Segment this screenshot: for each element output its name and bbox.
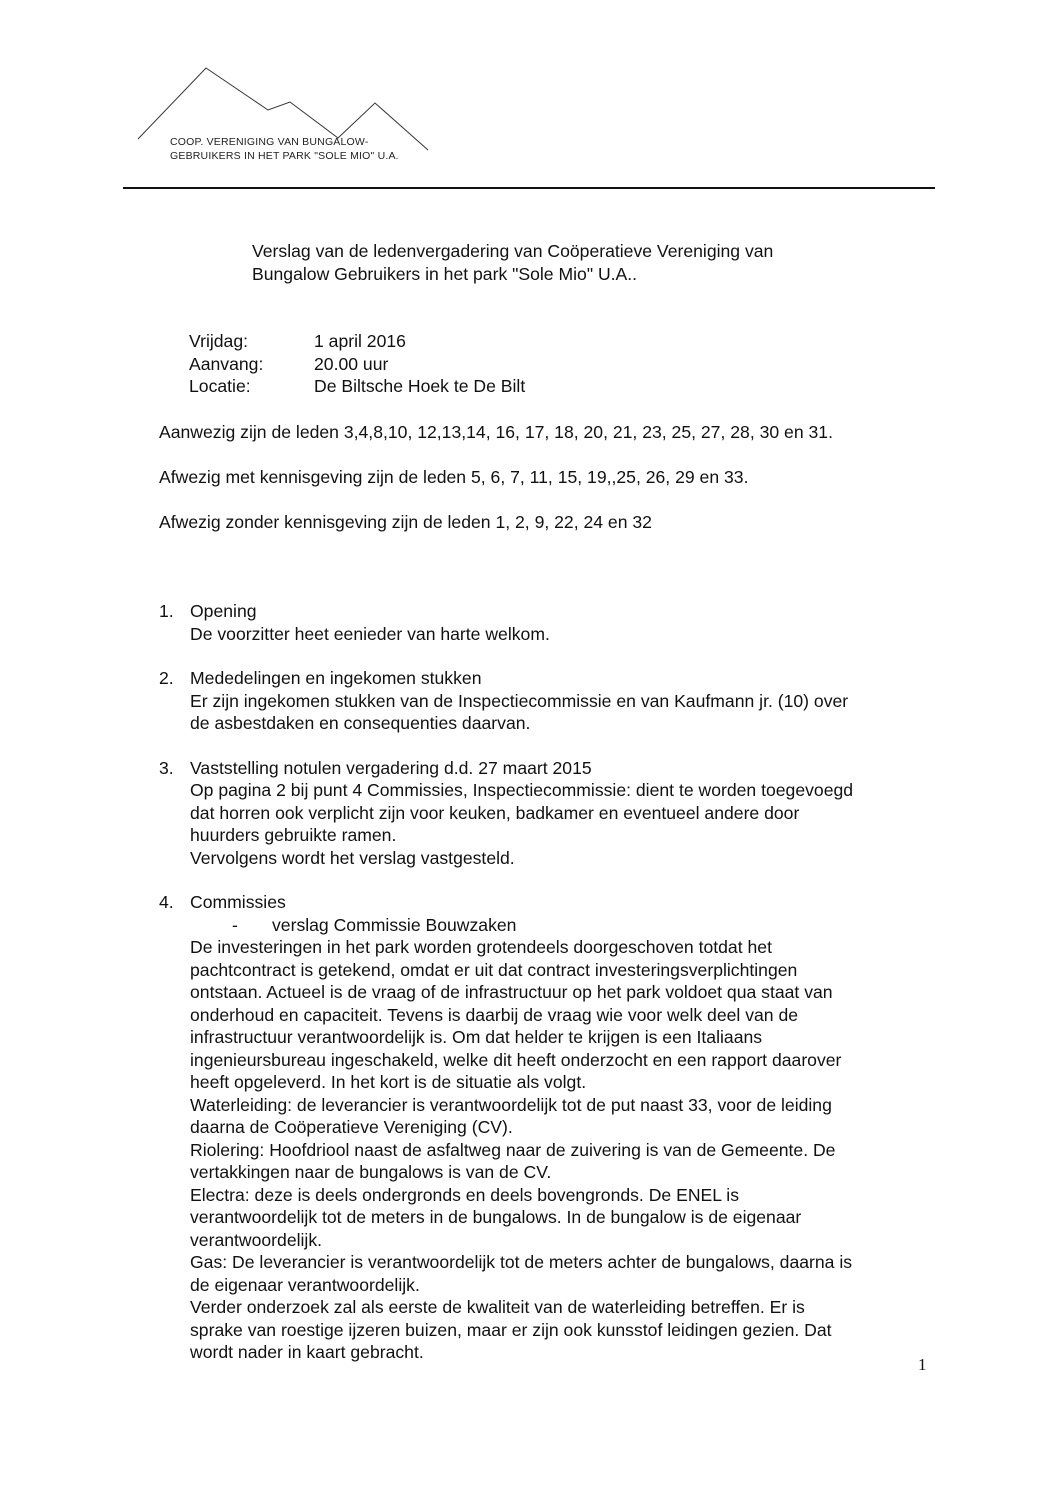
logo [120, 62, 440, 172]
agenda-line: Er zijn ingekomen stukken van de Inspectiecommissie en van Kaufmann jr. (10) over [190, 690, 849, 711]
agenda-line: De investeringen in het park worden grotendeels doorgeschoven totdat het [190, 937, 772, 957]
agenda-line: pachtcontract is getekend, omdat er uit dat contract investeringsverplichtingen [190, 959, 798, 980]
logo-line-2: GEBRUIKERS IN HET PARK "SOLE MIO" U.A. [170, 150, 399, 162]
agenda-number: 1. [159, 601, 174, 621]
header-divider [123, 187, 935, 189]
agenda-item [159, 891, 853, 1364]
agenda-line: infrastructuur verantwoordelijk is. Om dat helder te krijgen is een Italiaans [190, 1027, 763, 1047]
agenda-line: heeft opgeleverd. In het kort is de situatie als volgt. [190, 1072, 587, 1092]
title-line-1: Verslag van de ledenvergadering van Coöperatieve Vereniging van [252, 241, 774, 261]
agenda-line: onderhoud en capaciteit. Tevens is daarbij de vraag wie voor welk deel van de [190, 1004, 799, 1025]
meta-key: Vrijdag: [189, 331, 249, 351]
agenda-heading: Commissies [190, 892, 286, 912]
meta-row [189, 330, 525, 353]
agenda-line: de eigenaar verantwoordelijk. [190, 1274, 420, 1295]
attendance-absent-no-notice: Afwezig zonder kennisgeving zijn de leden 1, 2, 9, 22, 24 en 32 [159, 512, 652, 532]
agenda-line: ontstaan. Actueel is de vraag of de infrastructuur op het park voldoet qua staat van [190, 982, 833, 1002]
meta-value: De Biltsche Hoek te De Bilt [314, 376, 526, 396]
document-title [252, 240, 773, 285]
title-line-2: Bungalow Gebruikers in het park "Sole Mio" U.A.. [252, 263, 638, 284]
meta-row [189, 375, 525, 398]
meta-row [189, 353, 525, 376]
agenda-line: Riolering: Hoofdriool naast de asfaltweg naar de zuivering is van de Gemeente. De [190, 1139, 836, 1160]
agenda-line: vertakkingen naar de bungalows is van de CV. [190, 1162, 552, 1182]
meta-value: 20.00 uur [314, 353, 389, 374]
agenda-line: Vervolgens wordt het verslag vastgesteld. [190, 847, 515, 868]
page-number: 1 [918, 1355, 927, 1374]
meta-key: Aanvang: [189, 353, 264, 374]
agenda-line: Verder onderzoek zal als eerste de kwaliteit van de waterleiding betreffen. Er is [190, 1297, 805, 1317]
attendance-present: Aanwezig zijn de leden 3,4,8,10, 12,13,14, 16, 17, 18, 20, 21, 23, 25, 27, 28, 30 en 31. [159, 422, 833, 442]
agenda-line: sprake van roestige ijzeren buizen, maar er zijn ook kunsstof leidingen gezien. Dat [190, 1319, 832, 1340]
agenda-item [159, 600, 853, 645]
agenda-line: Gas: De leverancier is verantwoordelijk tot de meters achter de bungalows, daarna is [190, 1252, 853, 1272]
logo-text [170, 135, 399, 163]
sub-item-label: verslag Commissie Bouwzaken [272, 914, 517, 935]
agenda-number: 3. [159, 757, 174, 778]
agenda-line: verantwoordelijk tot de meters in de bungalows. In de bungalow is de eigenaar [190, 1207, 802, 1227]
agenda-line: ingenieursbureau ingeschakeld, welke dit heeft onderzocht en een rapport daarover [190, 1049, 842, 1070]
agenda-heading: Opening [190, 601, 257, 621]
agenda-line: huurders gebruikte ramen. [190, 825, 397, 845]
agenda-line: verantwoordelijk. [190, 1229, 323, 1250]
agenda-heading: Mededelingen en ingekomen stukken [190, 668, 482, 688]
agenda-line: de asbestdaken en consequenties daarvan. [190, 713, 531, 733]
meta-key: Locatie: [189, 376, 251, 396]
agenda-item [159, 667, 853, 735]
attendance-absent-notice: Afwezig met kennisgeving zijn de leden 5, 6, 7, 11, 15, 19,,25, 26, 29 en 33. [159, 467, 749, 487]
agenda-line: wordt nader in kaart gebracht. [190, 1342, 424, 1362]
sub-item [190, 914, 853, 937]
agenda-line: dat horren ook verplicht zijn voor keuken, badkamer en eventueel andere door [190, 802, 800, 823]
agenda-body [190, 600, 853, 645]
agenda-body [190, 757, 853, 870]
meta-value: 1 april 2016 [314, 331, 406, 351]
agenda-body [190, 891, 853, 1364]
agenda-number: 2. [159, 668, 174, 688]
agenda-line: Electra: deze is deels ondergronds en deels bovengronds. De ENEL is [190, 1184, 739, 1205]
dash-bullet: - [232, 914, 238, 935]
logo-line-1: COOP. VERENIGING VAN BUNGALOW- [170, 136, 369, 148]
meeting-meta [189, 330, 525, 398]
agenda-heading: Vaststelling notulen vergadering d.d. 27 maart 2015 [190, 757, 592, 778]
agenda-line: daarna de Coöperatieve Vereniging (CV). [190, 1117, 513, 1137]
agenda-number: 4. [159, 892, 174, 912]
agenda-line: Waterleiding: de leverancier is verantwoordelijk tot de put naast 33, voor de leiding [190, 1094, 832, 1115]
agenda-item [159, 757, 853, 870]
agenda [159, 600, 853, 1386]
agenda-line: De voorzitter heet eenieder van harte welkom. [190, 623, 550, 644]
agenda-body [190, 667, 853, 735]
agenda-line: Op pagina 2 bij punt 4 Commissies, Inspectiecommissie: dient te worden toegevoegd [190, 780, 854, 800]
